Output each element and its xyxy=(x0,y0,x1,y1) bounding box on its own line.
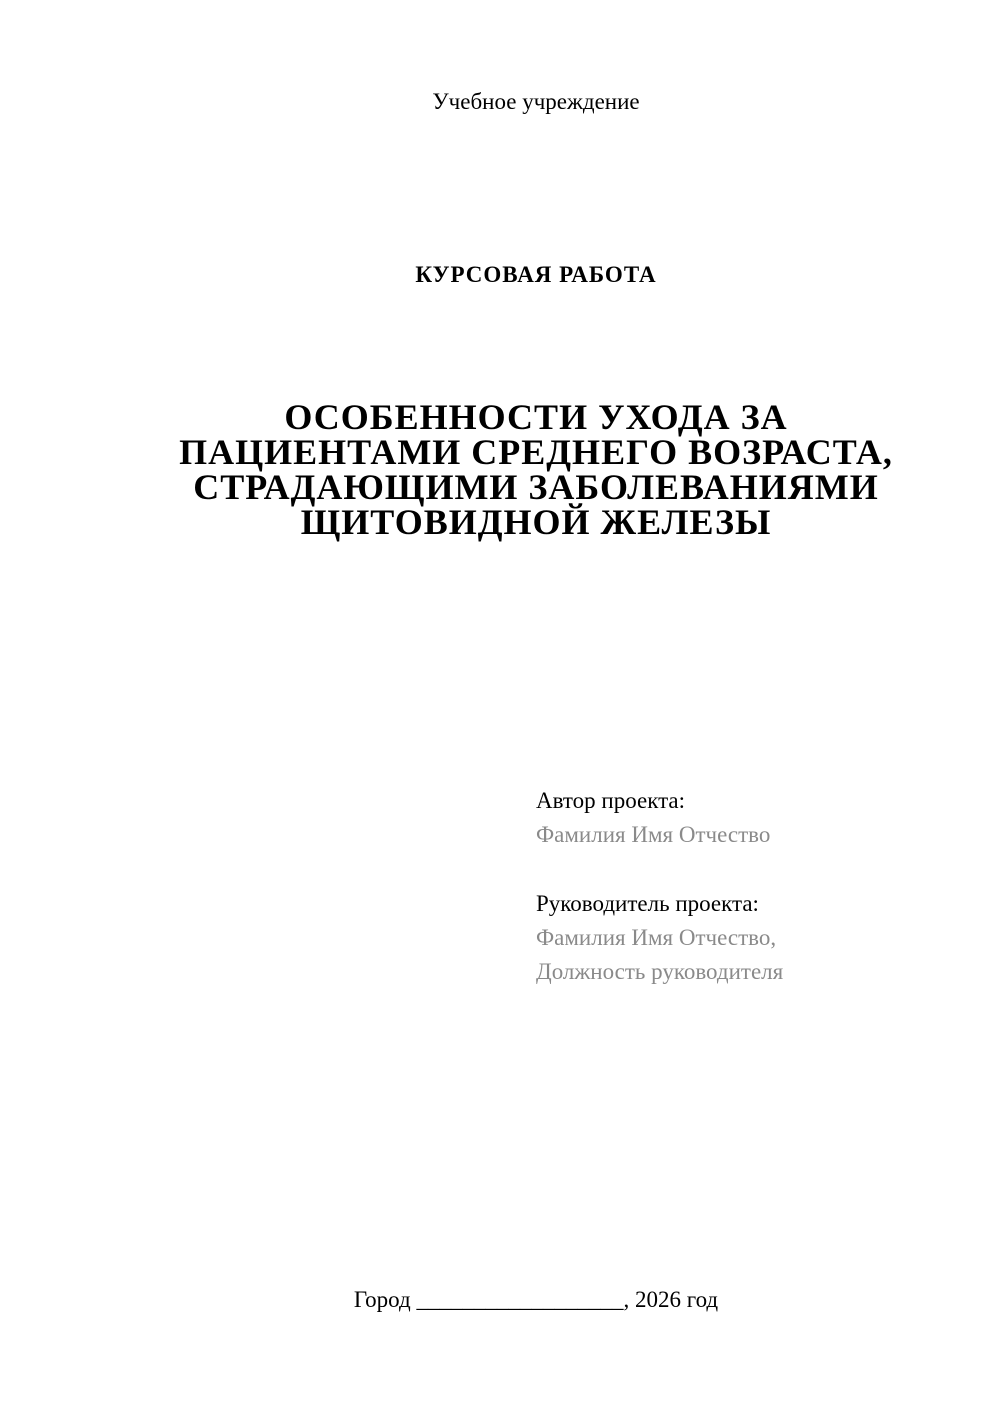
author-block xyxy=(536,784,929,852)
supervisor-position-placeholder: Должность руководителя xyxy=(536,959,784,984)
supervisor-name-placeholder: Фамилия Имя Отчество, xyxy=(536,925,777,950)
credits-block xyxy=(536,784,929,989)
author-label: Автор проекта: xyxy=(536,788,685,813)
supervisor-label: Руководитель проекта: xyxy=(536,891,759,916)
document-title-line: ПАЦИЕНТАМИ СРЕДНЕГО ВОЗРАСТА, xyxy=(179,432,893,472)
document-title-line: ЩИТОВИДНОЙ ЖЕЛЕЗЫ xyxy=(300,502,772,542)
document-title xyxy=(143,397,929,542)
institution-name: Учебное учреждение xyxy=(432,89,640,114)
city-year-line: Город __________________, 2026 год xyxy=(353,1287,719,1312)
author-name-placeholder: Фамилия Имя Отчество xyxy=(536,822,771,847)
supervisor-block xyxy=(536,887,929,989)
work-type-heading: КУРСОВАЯ РАБОТА xyxy=(415,262,657,287)
document-title-line: ОСОБЕННОСТИ УХОДА ЗА xyxy=(284,397,788,437)
document-title-line: СТРАДАЮЩИМИ ЗАБОЛЕВАНИЯМИ xyxy=(193,467,879,507)
